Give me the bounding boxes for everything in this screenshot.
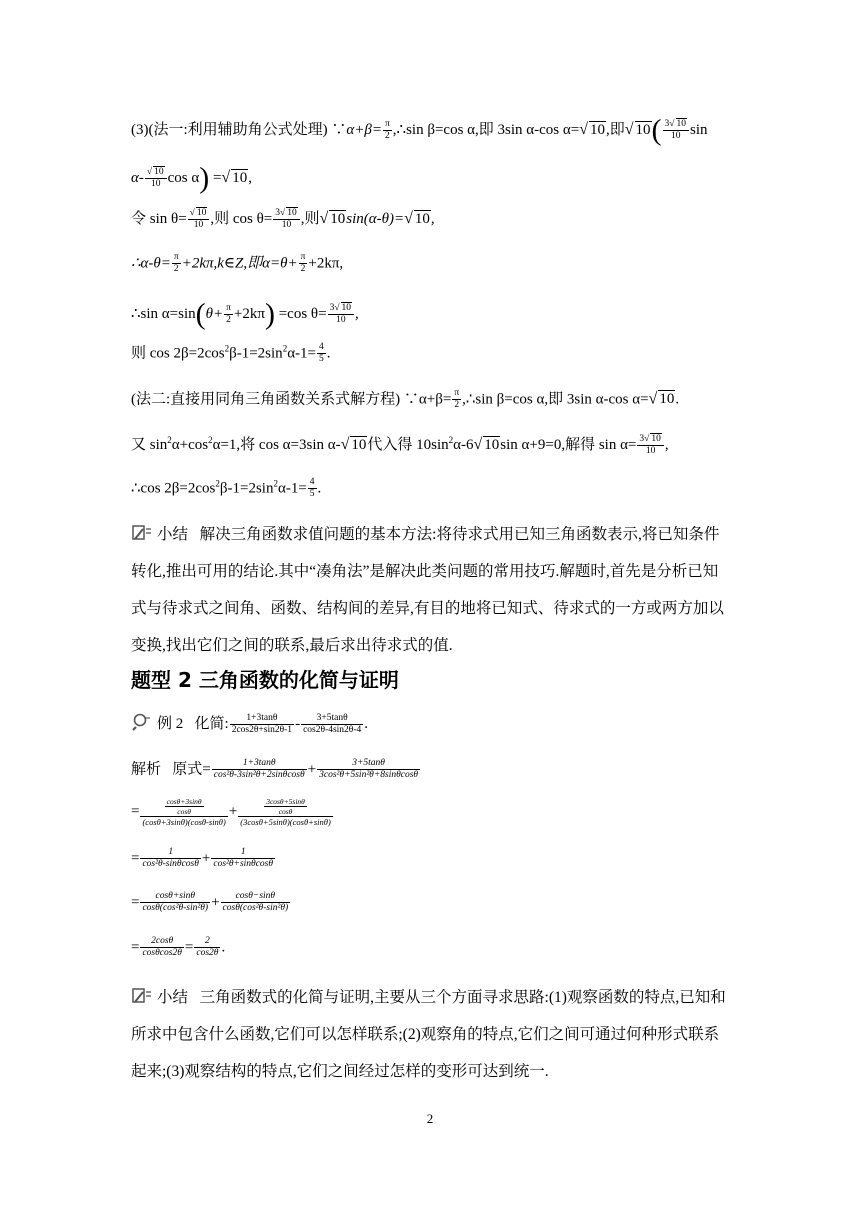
paren-right: ) xyxy=(264,297,275,331)
text-span: 3 xyxy=(639,434,645,444)
numerator: π xyxy=(299,252,308,264)
denominator: 10 xyxy=(193,220,204,231)
text-span: =cos θ= xyxy=(274,305,327,322)
fraction xyxy=(230,713,294,737)
fraction xyxy=(140,797,227,827)
fraction xyxy=(212,758,307,782)
superscript: 2 xyxy=(167,434,172,445)
text-span: θ+ xyxy=(205,305,224,322)
summary-label: 小结 xyxy=(157,526,189,543)
fraction xyxy=(188,207,210,232)
denominator: cos²θ+sinθcosθ xyxy=(213,859,274,870)
method1-line4 xyxy=(131,252,343,276)
radicand: 10 xyxy=(651,434,661,444)
numerator: 1+3tanθ xyxy=(212,758,307,770)
sqrt-sign: √ xyxy=(221,168,231,186)
numerator: cosθ−sinθ xyxy=(221,891,291,903)
denominator: 2cos2θ+sin2θ-1 xyxy=(231,725,293,736)
text-span: . xyxy=(364,716,368,732)
method2-line1 xyxy=(131,388,679,412)
text-span: sin α+9=0,解得 sin α= xyxy=(500,436,637,453)
text-span: α-1= xyxy=(287,345,317,362)
sqrt-sign: √ xyxy=(669,119,675,129)
denominator: 2 xyxy=(454,400,460,411)
method1-line2 xyxy=(131,161,252,195)
denominator: 10 xyxy=(336,315,346,326)
fraction xyxy=(221,891,291,915)
denominator: 2 xyxy=(385,130,390,141)
text-span: . xyxy=(326,345,331,362)
fraction xyxy=(301,713,363,737)
sqrt-sign: √ xyxy=(334,303,340,313)
fraction xyxy=(452,388,461,412)
method1-line6 xyxy=(131,342,331,366)
radicand: 10 xyxy=(484,436,500,453)
text-span: α- xyxy=(131,169,144,186)
numerator: cosθ+3sinθ xyxy=(166,797,202,806)
radicand: 10 xyxy=(232,169,248,186)
text-span: ,∴sin β=cos α,即 3sin α-cos α= xyxy=(462,391,649,408)
text-span: α=1,将 cos α=3sin α- xyxy=(212,436,341,453)
denominator: cosθ xyxy=(177,807,191,816)
text-span: 代入得 10sin xyxy=(367,436,449,453)
radicand: 10 xyxy=(590,121,605,138)
summary-text: 解决三角函数求值问题的基本方法:将待求式用已知三角函数表示,将已知条件转化,推出可用的结论.其中“凑角法”是解决此类问题的常用技巧.解题时,首先是分析已知式与待求式之间角、函数、结构间的差异,有目的地将已知式、待求式的一方或两方加以变换,找出它们之间的联系,最后求出待求式的值. xyxy=(131,526,724,654)
fraction xyxy=(211,847,275,871)
superscript: 2 xyxy=(282,343,288,354)
text-span: sin xyxy=(690,121,708,138)
example-prompt: 化简: xyxy=(194,716,229,732)
paren-right: ) xyxy=(199,161,210,195)
text-span: 3 xyxy=(275,208,281,218)
numerator: 4 xyxy=(317,342,326,354)
method2-line3 xyxy=(131,477,321,501)
sqrt-sign: √ xyxy=(644,434,650,444)
operator: + xyxy=(228,803,238,820)
radicand: 10 xyxy=(414,210,430,227)
solution-step-4 xyxy=(131,891,291,915)
summary-1 xyxy=(131,516,731,664)
numerator: cosθ+sinθ xyxy=(140,891,210,903)
fraction xyxy=(308,477,317,501)
text-span: ∴sin α=sin xyxy=(131,305,196,322)
denominator: cosθ(cos²θ-sin²θ) xyxy=(142,903,209,914)
numerator xyxy=(188,207,210,220)
text-span: +2kπ xyxy=(233,305,265,322)
sqrt-sign: √ xyxy=(340,435,350,453)
radicand: 10 xyxy=(287,208,297,218)
fraction xyxy=(663,118,689,143)
fraction xyxy=(238,797,333,827)
operator: = xyxy=(131,850,140,867)
pencil-note-icon xyxy=(131,520,153,540)
text-span: ∴cos 2β=2cos xyxy=(131,480,216,497)
text-span: α-6 xyxy=(453,436,474,453)
numerator: π xyxy=(224,303,233,315)
pencil-note-icon xyxy=(131,983,153,1003)
text-span: . xyxy=(675,391,680,408)
numerator xyxy=(637,433,663,446)
numerator: 1 xyxy=(140,847,200,859)
text-span: (3)(法一:利用辅助角公式处理) ∵ xyxy=(131,121,347,138)
fraction xyxy=(383,119,392,143)
text-span: ,∴sin β=cos α,即 3sin α-cos α= xyxy=(392,121,580,138)
text-span: 3 xyxy=(664,119,670,129)
radicand: 10 xyxy=(635,121,651,138)
solution-step-3 xyxy=(131,847,276,871)
radicand: 10 xyxy=(341,303,352,313)
denominator: 5 xyxy=(319,354,324,365)
solution-label: 解析 xyxy=(131,761,162,778)
sqrt-sign: √ xyxy=(146,167,153,177)
text-span: 则 cos 2β=2cos xyxy=(131,345,225,362)
text-span: ,则 cos θ= xyxy=(210,210,273,227)
text-span: 又 sin xyxy=(131,436,168,453)
radicand: 10 xyxy=(659,391,675,408)
numerator: 1+3tanθ xyxy=(230,713,294,725)
sqrt-sign: √ xyxy=(404,209,413,227)
text-span: β-1=2sin xyxy=(219,480,274,497)
text-span: , xyxy=(355,305,359,322)
magnifier-icon xyxy=(131,712,153,732)
operator: + xyxy=(211,894,220,911)
denominator: 10 xyxy=(150,179,161,190)
paren-left: ( xyxy=(651,113,662,147)
fraction xyxy=(273,207,299,232)
radicand: 10 xyxy=(330,210,346,227)
text-span: cos α xyxy=(167,169,200,186)
example-label: 例 2 xyxy=(157,716,184,732)
numerator xyxy=(328,302,354,315)
operator: + xyxy=(201,850,211,867)
numerator: 3cosθ+5sinθ xyxy=(266,797,305,806)
text-span: 令 sin θ= xyxy=(131,210,187,227)
denominator: cosθcos2θ xyxy=(142,948,182,959)
method2-line2 xyxy=(131,433,669,458)
denominator: 3cos²θ+5sin²θ+8sinθcosθ xyxy=(319,770,419,781)
fraction xyxy=(299,252,308,276)
fraction xyxy=(328,302,354,327)
sqrt-sign: √ xyxy=(280,208,286,218)
operator: = xyxy=(131,894,140,911)
text-span: 3 xyxy=(329,303,335,313)
numerator: π xyxy=(383,119,392,131)
numerator: 2cosθ xyxy=(140,936,183,948)
sqrt-sign: √ xyxy=(189,208,195,218)
text-span: ∴α-θ= xyxy=(131,255,171,272)
summary-2 xyxy=(131,979,731,1090)
text-span: +2kπ,k∈Z,即α=θ+ xyxy=(181,255,298,272)
denominator: 2 xyxy=(173,264,179,275)
numerator: 2 xyxy=(194,936,220,948)
denominator: 10 xyxy=(671,131,681,142)
denominator: 2 xyxy=(226,314,231,325)
solution-step-1 xyxy=(131,758,421,782)
superscript: 2 xyxy=(215,478,220,489)
operator: = xyxy=(131,803,140,820)
denominator: cosθ(cos²θ-sin²θ) xyxy=(222,903,289,914)
text-span: +2kπ, xyxy=(308,255,344,272)
method1-line5 xyxy=(131,297,359,331)
text-span: , xyxy=(664,436,669,453)
text-span: . xyxy=(221,939,226,956)
sqrt-sign: √ xyxy=(624,120,634,138)
text-span: α+β= xyxy=(346,121,382,138)
superscript: 2 xyxy=(273,478,278,489)
nested-fraction xyxy=(264,797,307,816)
fraction xyxy=(140,936,183,960)
denominator: cos²θ-sinθcosθ xyxy=(142,859,199,870)
solution-step-5 xyxy=(131,936,225,960)
denominator: cos2θ xyxy=(196,948,219,959)
text-span: , xyxy=(248,169,252,186)
superscript: 2 xyxy=(208,434,213,445)
denominator: (3cosθ+5sinθ)(cosθ+sinθ) xyxy=(240,817,331,827)
sqrt-sign: √ xyxy=(579,120,588,138)
section-title: 题型 2 三角函数的化简与证明 xyxy=(131,668,399,692)
text-span: , xyxy=(430,210,435,227)
text-span: β-1=2sin xyxy=(229,345,283,362)
page-number: 2 xyxy=(426,1111,434,1126)
text-span: ,则 xyxy=(300,210,320,227)
fraction xyxy=(140,891,210,915)
summary-label: 小结 xyxy=(157,989,189,1006)
fraction xyxy=(140,847,200,871)
fraction xyxy=(194,936,220,960)
denominator: 2 xyxy=(300,264,306,275)
superscript: 2 xyxy=(448,434,454,445)
summary-text: 三角函数式的化简与证明,主要从三个方面寻求思路:(1)观察函数的特点,已知和所求中包含什么函数,它们可以怎样联系;(2)观察角的特点,它们之间可通过何种形式联系起来;(3)观察结构的特点,它们之间经过怎样的变形可达到统一. xyxy=(131,989,726,1080)
nested-fraction xyxy=(165,797,204,816)
denominator: 10 xyxy=(645,446,656,457)
numerator: π xyxy=(172,252,181,264)
denominator: 10 xyxy=(281,220,292,231)
operator: = xyxy=(131,939,140,956)
operator: + xyxy=(307,761,317,778)
fraction xyxy=(145,166,167,191)
text-span: (法二:直接用同角三角函数关系式解方程) ∵α+β= xyxy=(131,391,452,408)
numerator: 3+5tanθ xyxy=(301,713,363,725)
superscript: 2 xyxy=(224,343,230,354)
numerator: 3+5tanθ xyxy=(317,758,420,770)
radicand: 10 xyxy=(351,436,367,453)
operator: = xyxy=(184,939,194,956)
solution-step-2 xyxy=(131,797,334,827)
numerator: 1 xyxy=(211,847,275,859)
text-span: α+cos xyxy=(171,436,209,453)
example-2 xyxy=(131,712,368,736)
text-span: sin(α-θ)= xyxy=(346,210,405,227)
denominator: (cosθ+3sinθ)(cosθ-sinθ) xyxy=(142,817,226,827)
denominator: cos2θ-4sin2θ-4 xyxy=(303,725,362,736)
denominator: 5 xyxy=(309,489,315,500)
text-span: . xyxy=(317,480,322,497)
numerator xyxy=(663,118,689,131)
fraction xyxy=(317,758,420,782)
fraction xyxy=(637,433,663,458)
radicand: 10 xyxy=(196,208,207,218)
text-span: α-1= xyxy=(277,480,307,497)
numerator xyxy=(238,797,333,817)
fraction xyxy=(317,342,326,366)
text-span: = xyxy=(209,169,222,186)
fraction xyxy=(172,252,181,276)
sqrt-sign: √ xyxy=(319,209,329,227)
method1-line1 xyxy=(131,113,708,147)
denominator: cos²θ-3sin²θ+2sinθcosθ xyxy=(213,770,305,781)
numerator: π xyxy=(452,388,461,400)
numerator xyxy=(273,207,299,220)
denominator: cosθ xyxy=(278,807,293,816)
method1-line3 xyxy=(131,207,435,232)
numerator xyxy=(145,166,167,179)
fraction xyxy=(224,303,233,327)
radicand: 10 xyxy=(676,119,687,129)
operator: - xyxy=(295,716,301,732)
text-span: ,即 xyxy=(606,121,625,138)
numerator: 4 xyxy=(308,477,317,489)
paren-left: ( xyxy=(195,297,206,331)
radicand: 10 xyxy=(154,167,164,177)
text-span: 原式= xyxy=(172,761,211,778)
sqrt-sign: √ xyxy=(473,435,483,453)
sqrt-sign: √ xyxy=(648,390,658,408)
numerator xyxy=(140,797,227,817)
